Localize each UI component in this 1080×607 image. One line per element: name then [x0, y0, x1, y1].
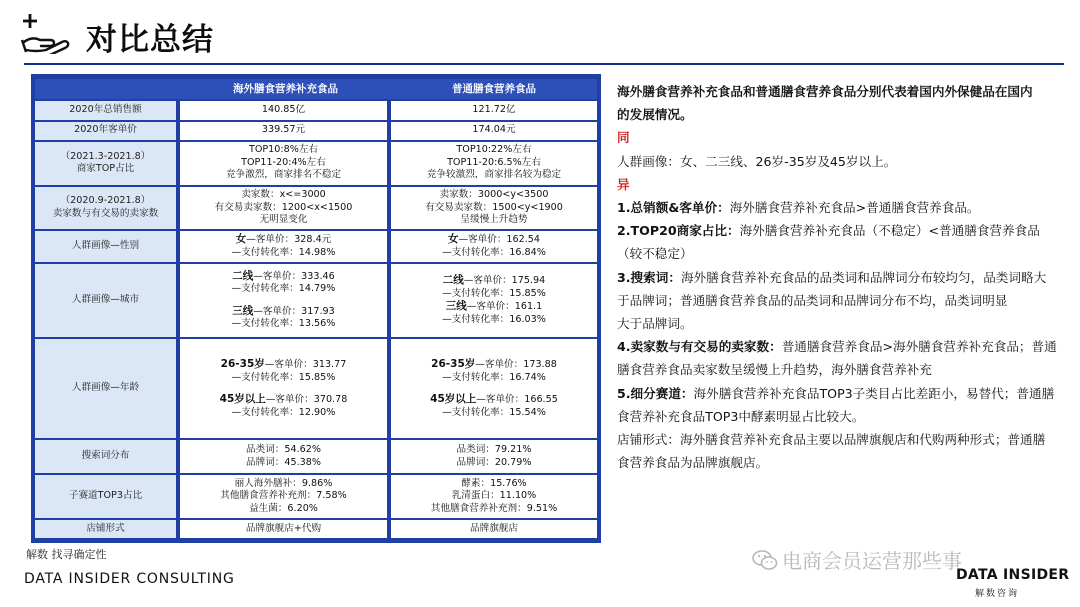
- key-label: 女: [447, 233, 459, 246]
- point-1: [617, 196, 1057, 219]
- cell-overseas: [180, 339, 391, 439]
- hand-plus-icon: [20, 12, 74, 54]
- cell-regular: 121.72亿: [391, 101, 597, 119]
- brand-logo-subtitle: 解数咨询: [975, 589, 1020, 599]
- header-divider: [24, 63, 1064, 65]
- point-2: [617, 219, 1057, 265]
- store-form-text: 店铺形式：海外膳食营养补充食品主要以品牌旗舰店和代购两种形式；普通膳食营养食品为品牌旗舰店。: [617, 432, 1046, 471]
- row-label: 人群画像—年龄: [35, 339, 180, 439]
- table-corner-cell: [35, 79, 180, 99]
- row-label: 子赛道TOP3占比: [35, 475, 180, 518]
- cell-regular: 卖家数：3000<y<3500 有交易卖家数：1500<y<1900 呈缓慢上升趋势: [425, 189, 563, 226]
- table-row: [35, 520, 597, 538]
- row-label: 人群画像—城市: [35, 264, 180, 337]
- same-text: 人群画像：女、二三线、26岁-35岁及45岁以上。: [617, 153, 897, 169]
- key-label: 三线: [445, 300, 467, 313]
- col-header-regular: 普通膳食营养食品: [391, 79, 597, 99]
- table-row: [35, 264, 597, 337]
- summary-text: [617, 80, 1057, 474]
- cell-overseas: 丽人海外膳补：9.86% 其他膳食营养补充剂：7.58% 益生菌：6.20%: [220, 477, 347, 514]
- row-label: 2020年总销售额: [35, 101, 180, 119]
- point-2-title: 2.TOP20商家占比：: [617, 223, 740, 239]
- cell-regular: [391, 339, 597, 439]
- cell-regular: [391, 264, 597, 337]
- cell-overseas: 卖家数：x<=3000 有交易卖家数：1200<x<1500 无明显变化: [214, 189, 353, 226]
- point-3-text: 海外膳食营养补充食品的品类词和品牌词分布较均匀，品类词略大于品牌词；普通膳食营养食品的品类词和品牌词分布不均，品类词明显 大于品牌词。: [617, 269, 1047, 332]
- cell-overseas: [180, 264, 391, 337]
- point-3-title: 3.搜索词：: [617, 269, 681, 285]
- point-5-title: 5.细分赛道：: [617, 385, 694, 401]
- wechat-icon: [752, 549, 778, 571]
- row-label: 搜索词分布: [35, 440, 180, 473]
- key-values: —客单价：161.1 —支付转化率：16.03%: [442, 301, 546, 325]
- table-row: [35, 142, 597, 185]
- key-values: —客单价：370.78 —支付转化率：12.90%: [231, 394, 348, 418]
- cell-regular: [391, 231, 597, 261]
- key-label: 26-35岁: [220, 358, 265, 371]
- intro-text: 海外膳食营养补充食品和普通膳食营养食品分别代表着国内外保健品在国内 的发展情况。: [617, 84, 1033, 123]
- page-title: 对比总结: [86, 22, 214, 58]
- key-label: 女: [235, 233, 247, 246]
- key-values: —客单价：166.55 —支付转化率：15.54%: [442, 394, 558, 418]
- cell-regular: 酵素：15.76% 乳清蛋白：11.10% 其他膳食营养补充剂：9.51%: [430, 477, 558, 514]
- cell-overseas: 品牌旗舰店+代购: [180, 520, 391, 538]
- table-row: [35, 122, 597, 140]
- point-1-title: 1.总销额&客单价：: [617, 200, 730, 216]
- key-values: —客单价：173.88 —支付转化率：16.74%: [442, 359, 557, 383]
- cell-overseas: 品类词：54.62% 品牌词：45.38%: [246, 444, 321, 468]
- point-5-text: 海外膳食营养补充食品TOP3子类目占比差距小，易替代；普通膳食营养补充食品TOP3中酵素明显占比较大。: [617, 385, 1055, 424]
- key-label: 26-35岁: [431, 358, 476, 371]
- table-row: [35, 339, 597, 439]
- comparison-table: [31, 74, 601, 543]
- row-label: 店铺形式: [35, 520, 180, 538]
- row-label: 人群画像—性别: [35, 231, 180, 261]
- company-name: DATA INSIDER CONSULTING: [24, 571, 235, 587]
- point-4-text: 普通膳食营养食品>海外膳食营养补充食品；普通膳食营养食品卖家数呈缓慢上升趋势，海外膳食营养补充: [617, 339, 1057, 378]
- table-row: [35, 475, 597, 518]
- cell-regular: TOP10:22%左右 TOP11-20:6.5%左右 竞争较激烈，商家排名较为稳定: [426, 144, 562, 181]
- key-values: —客单价：175.94 —支付转化率：15.85%: [442, 275, 546, 299]
- row-label: （2020.9-2021.8） 卖家数与有交易的卖家数: [52, 195, 159, 219]
- key-values: —客单价：328.4元 —支付转化率：14.98%: [231, 234, 336, 258]
- cell-regular: 174.04元: [391, 122, 597, 140]
- key-values: —客单价：333.46 —支付转化率：14.79%: [231, 270, 336, 295]
- key-values: —客单价：162.54 —支付转化率：16.84%: [442, 234, 546, 258]
- cell-overseas: 140.85亿: [180, 101, 391, 119]
- key-label: 45岁以上: [219, 393, 266, 406]
- key-values: —客单价：317.93 —支付转化率：13.56%: [231, 305, 336, 330]
- point-5: [617, 382, 1057, 428]
- point-3: [617, 266, 1057, 336]
- key-label: 45岁以上: [430, 393, 477, 406]
- key-label: 三线: [232, 304, 254, 317]
- diff-heading: 异: [617, 176, 630, 192]
- point-1-text: 海外膳食营养补充食品>普通膳食营养食品。: [729, 200, 980, 216]
- table-row: [35, 440, 597, 473]
- source-note: 解数 找寻确定性: [26, 548, 107, 561]
- cell-regular: 品牌旗舰店: [391, 520, 597, 538]
- cell-overseas: 339.57元: [180, 122, 391, 140]
- row-label: （2021.3-2021.8） 商家TOP占比: [60, 150, 151, 175]
- point-4-title: 4.卖家数与有交易的卖家数：: [617, 339, 782, 355]
- table-row: [35, 231, 597, 261]
- key-label: 二线: [232, 269, 254, 282]
- col-header-overseas: 海外膳食营养补充食品: [180, 79, 391, 99]
- table-row: [35, 101, 597, 119]
- table-row: [35, 187, 597, 230]
- key-label: 二线: [442, 274, 464, 287]
- watermark: 电商会员运营那些事: [782, 549, 962, 573]
- point-2-text: 海外膳食营养补充食品（不稳定）<普通膳食营养食品（较不稳定）: [617, 223, 1040, 262]
- key-values: —客单价：313.77 —支付转化率：15.85%: [231, 359, 347, 383]
- point-4: [617, 335, 1057, 381]
- cell-regular: 品类词：79.21% 品牌词：20.79%: [456, 444, 532, 468]
- cell-overseas: TOP10:8%左右 TOP11-20:4%左右 竞争激烈，商家排名不稳定: [225, 144, 342, 181]
- row-label: 2020年客单价: [35, 122, 180, 140]
- brand-logo: DATA INSIDER: [956, 567, 1070, 583]
- same-heading: 同: [617, 130, 630, 146]
- cell-overseas: [180, 231, 391, 261]
